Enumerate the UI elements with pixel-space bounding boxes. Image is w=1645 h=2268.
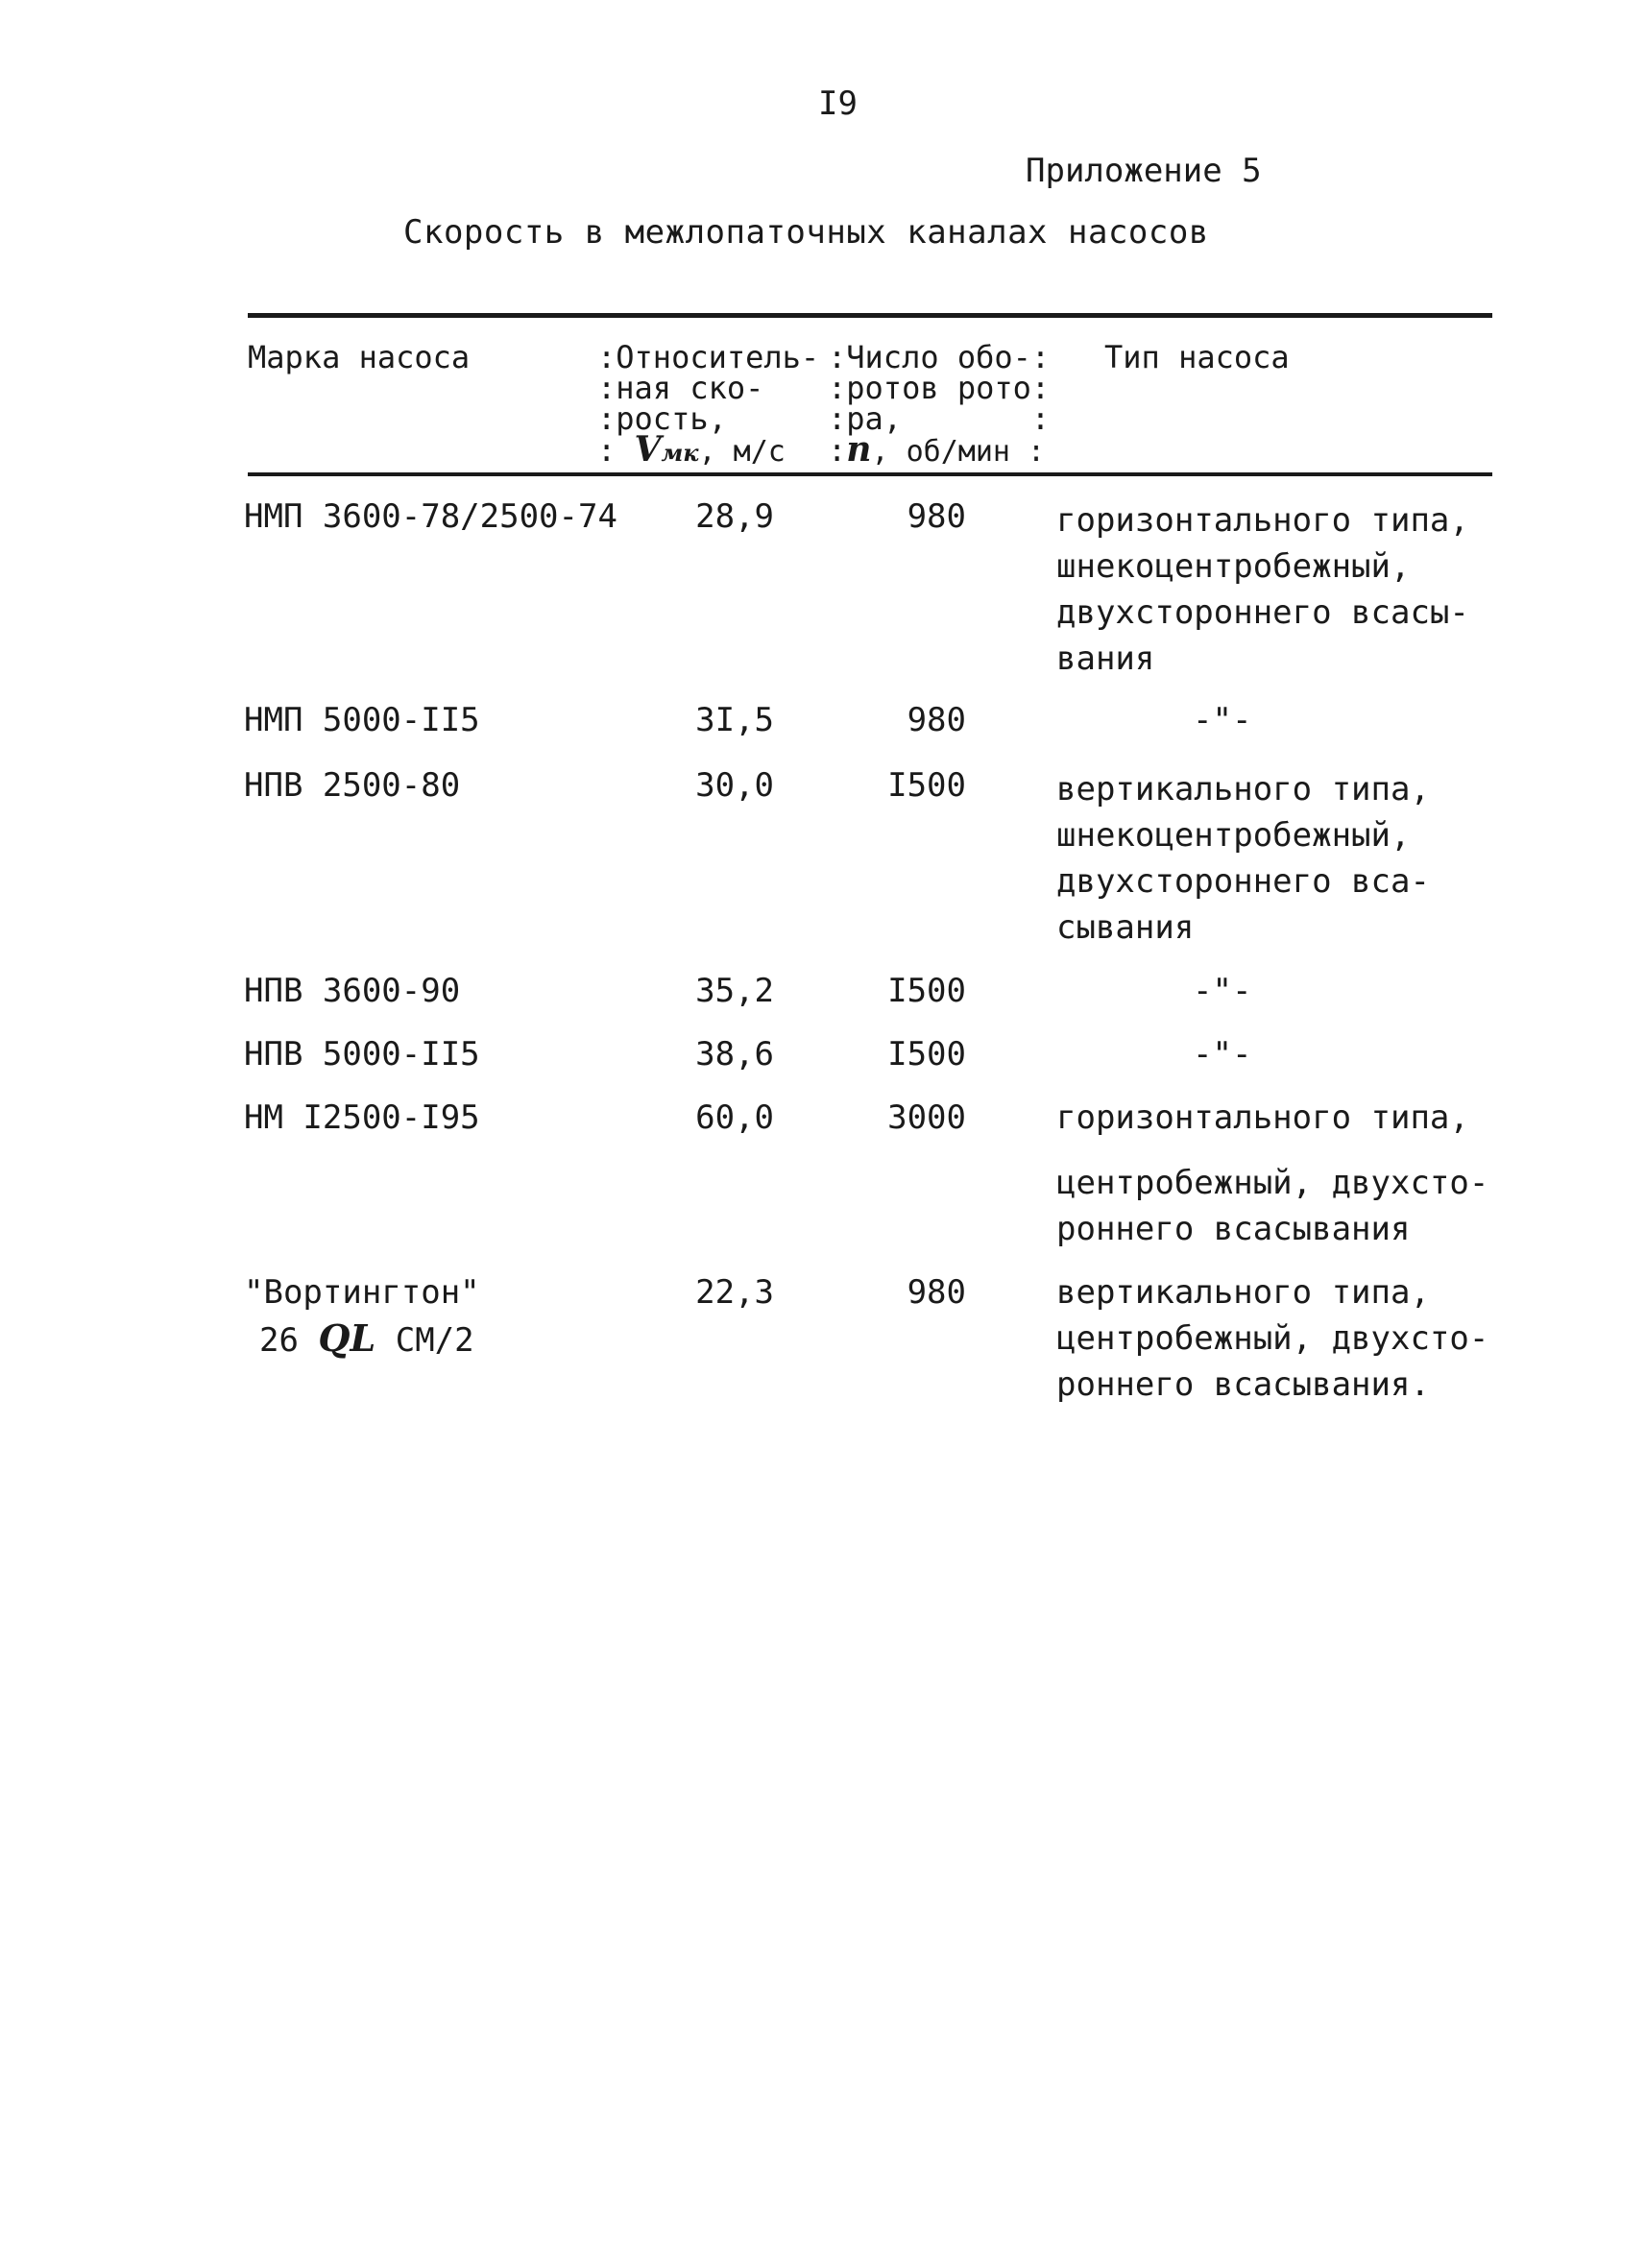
row-7-brand-line-2	[259, 1315, 474, 1363]
row-6-type-line-2: центробежный, двухсто-	[1056, 1164, 1489, 1202]
header-speed-line-3: :рость,	[597, 400, 727, 437]
row-3-type-line-3: двухстороннего вса-	[1056, 862, 1430, 901]
row-3-rpm: I500	[887, 766, 966, 805]
row-4-brand: НПВ 3600-90	[244, 972, 461, 1010]
row-5-type-ditto: -"-	[1193, 1035, 1252, 1074]
row-2-rpm: 980	[907, 701, 966, 739]
row-6-speed: 60,0	[695, 1098, 774, 1137]
appendix-label: Приложение 5	[1026, 152, 1262, 190]
header-speed-line-2: :ная ско-	[597, 370, 764, 406]
table-title: Скорость в межлопаточных каналах насосов	[403, 213, 1209, 252]
header-speed-prefix: :	[597, 432, 635, 469]
row-1-type-line-2: шнекоцентробежный,	[1056, 547, 1411, 586]
table-header-rule	[248, 472, 1492, 476]
row-1-brand: НМП 3600-78/2500-74	[244, 497, 617, 536]
header-rpm-line-1: :Число обо-:	[828, 339, 1051, 375]
header-relative-speed	[597, 339, 835, 470]
speed-symbol: V	[634, 429, 662, 470]
row-7-type-line-2: центробежный, двухсто-	[1056, 1319, 1489, 1358]
row-2-type-ditto: -"-	[1193, 701, 1252, 739]
header-type-label: Тип насоса	[1104, 339, 1290, 375]
row-3-type-line-1: вертикального типа,	[1056, 770, 1430, 808]
row-4-type-ditto: -"-	[1193, 972, 1252, 1010]
row-1-rpm: 980	[907, 497, 966, 536]
row-7-rpm: 980	[907, 1273, 966, 1312]
row-3-type-line-4: сывания	[1056, 908, 1195, 947]
row-7-brand-line-1: "Вортингтон"	[244, 1273, 480, 1312]
row-1-type-line-4: вания	[1056, 639, 1155, 678]
header-rpm-line-4	[828, 429, 1068, 470]
row-6-type-line-3: роннего всасывания	[1056, 1210, 1411, 1248]
rpm-unit: , об/мин :	[871, 435, 1046, 469]
row-7-speed: 22,3	[695, 1273, 774, 1312]
header-brand	[248, 339, 471, 375]
row-6-rpm: 3000	[887, 1098, 966, 1137]
row-5-speed: 38,6	[695, 1035, 774, 1074]
header-rpm-prefix: :	[828, 432, 847, 469]
row-3-speed: 30,0	[695, 766, 774, 805]
row-5-rpm: I500	[887, 1035, 966, 1074]
header-rpm-line-3: :ра, :	[828, 400, 1051, 437]
row-1-type-line-1: горизонтального типа,	[1056, 501, 1469, 540]
header-speed-line-1: :Относитель-	[597, 339, 820, 375]
row-3-brand: НПВ 2500-80	[244, 766, 461, 805]
speed-unit: , м/с	[698, 435, 786, 469]
row-7-brand-suffix: СМ/2	[375, 1321, 474, 1360]
row-4-rpm: I500	[887, 972, 966, 1010]
row-7-brand-prefix: 26	[259, 1321, 319, 1360]
row-1-type-line-3: двухстороннего всасы-	[1056, 593, 1469, 632]
row-7-type-line-1: вертикального типа,	[1056, 1273, 1430, 1312]
row-6-type-line-1: горизонтального типа,	[1056, 1098, 1469, 1137]
header-speed-line-4	[597, 429, 835, 470]
header-rotation-speed	[828, 339, 1068, 470]
row-2-brand: НМП 5000-II5	[244, 701, 480, 739]
row-3-type-line-2: шнекоцентробежный,	[1056, 816, 1411, 855]
row-5-brand: НПВ 5000-II5	[244, 1035, 480, 1074]
speed-subscript: мк	[661, 439, 699, 467]
header-rpm-line-2: :ротов рото:	[828, 370, 1051, 406]
table-top-rule	[248, 313, 1492, 318]
row-2-speed: 3I,5	[695, 701, 774, 739]
header-pump-type	[1104, 339, 1290, 375]
row-1-speed: 28,9	[695, 497, 774, 536]
row-4-speed: 35,2	[695, 972, 774, 1010]
header-brand-label: Марка насоса	[248, 339, 471, 375]
row-7-brand-handwritten: QL	[318, 1316, 376, 1360]
rpm-symbol: n	[846, 429, 872, 470]
page-number: I9	[818, 84, 858, 123]
row-6-brand: НМ I2500-I95	[244, 1098, 480, 1137]
row-7-type-line-3: роннего всасывания.	[1056, 1365, 1430, 1404]
